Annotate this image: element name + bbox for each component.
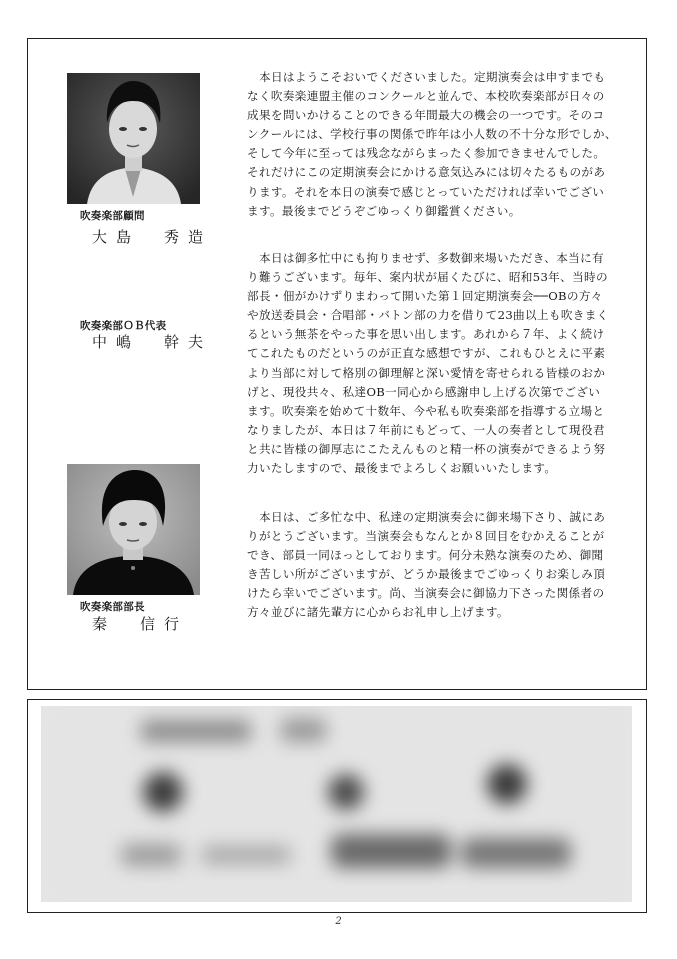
text-line: それだけにこの定期演奏会にかける意気込みには切々たるものがあ bbox=[247, 165, 606, 180]
text-line: でき、部員一同ほっとしております。何分未熟な演奏のため、御聞 bbox=[247, 548, 604, 563]
message-paragraph bbox=[247, 508, 608, 623]
blurred-image bbox=[41, 706, 632, 902]
message-paragraph bbox=[247, 68, 617, 221]
text-line: 方々並びに諸先輩方に心からお礼申し上げます。 bbox=[247, 605, 509, 620]
message-paragraph bbox=[247, 249, 608, 478]
text-line: 本日は、ご多忙な中、私達の定期演奏会に御来場下さり、誠にあ bbox=[259, 510, 606, 524]
teacher-portrait-photo bbox=[67, 73, 200, 204]
text-line: そして今年に至っては残念ながらまったく参加できませんでした。 bbox=[247, 146, 606, 161]
text-line: き苦しい所がございますが、どうか最後までごゆっくりお楽しみ頂 bbox=[247, 567, 606, 582]
person-name: 大島 秀造 bbox=[92, 228, 213, 246]
person-name: 秦 信行 bbox=[92, 615, 189, 633]
text-line: 力いたしますので、最後までよろしくお願いいたします。 bbox=[247, 461, 557, 476]
text-line: ります。それを本日の演奏で感じとっていただければ幸いでござい bbox=[247, 184, 605, 199]
text-line: ンクールには、学校行事の関係で昨年は小人数の不十分な形でしか、 bbox=[247, 127, 617, 142]
text-line: りがとうございます。当演奏会もなんとか８回目をむかえることが bbox=[247, 529, 605, 544]
person-name: 中嶋 幹夫 bbox=[92, 333, 213, 351]
text-line: 部長・佃がかけずりまわって開いた第１回定期演奏会──OBの方々 bbox=[247, 289, 603, 304]
text-line: げと、現役共々、私達OB一同心から感謝申し上げる次第でござい bbox=[247, 384, 601, 399]
text-line: なく吹奏楽連盟主催のコンクールと並んで、本校吹奏楽部が日々の bbox=[247, 89, 605, 104]
person-title: 吹奏楽部部長 bbox=[80, 601, 145, 613]
text-line: ます。最後までどうぞごゆっくり御鑑賞ください。 bbox=[247, 203, 521, 218]
text-line: けたら幸いでございます。尚、当演奏会に御協力下さった関係者の bbox=[247, 586, 605, 601]
person-title: 吹奏楽部顧問 bbox=[80, 210, 145, 222]
person-title: 吹奏楽部ＯＢ代表 bbox=[80, 320, 167, 332]
text-line: 本日は御多忙中にも拘りませず、多数御来場いただき、本当に有 bbox=[259, 251, 604, 265]
page-number: 2 bbox=[335, 916, 342, 927]
text-line: 本日はようこそおいでくださいました。定期演奏会は申すまでも bbox=[259, 70, 606, 84]
text-line: 成果を問いかけることのできる年間最大の機会の一つです。そのコ bbox=[247, 108, 605, 123]
text-line: より当部に対して格別の御理解と深い愛情を寄せられる皆様のおか bbox=[247, 365, 606, 380]
text-line: や放送委員会・合唱部・バトン部の力を借りて23曲以上も吹きまく bbox=[247, 308, 609, 323]
text-line: るという無茶をやった事を思い出します。あれから７年、よく続け bbox=[247, 327, 605, 342]
text-line: てこれたものだというのが正直な感想ですが、これもひとえに平素 bbox=[247, 346, 606, 361]
student-portrait-photo bbox=[67, 464, 200, 595]
text-line: と共に皆様の御厚志にこたえんものと精一杯の演奏ができるよう努 bbox=[247, 441, 606, 456]
text-line: ます。吹奏楽を始めて十数年、今や私も吹奏楽部を指導する立場と bbox=[247, 403, 605, 418]
text-line: り難うございます。毎年、案内状が届くたびに、昭和53年、当時の bbox=[247, 270, 608, 285]
text-line: なりましたが、本日は７年前にもどって、一人の奏者として現役君 bbox=[247, 422, 605, 437]
